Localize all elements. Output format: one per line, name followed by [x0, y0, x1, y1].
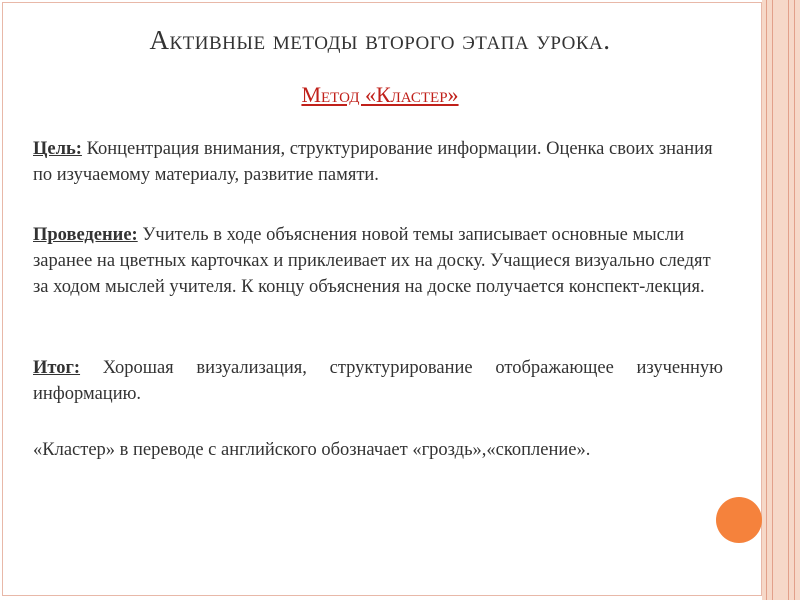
- decorative-circle: [716, 497, 762, 543]
- goal-label: Цель:: [33, 139, 82, 159]
- decorative-line: [788, 0, 789, 600]
- decorative-line: [766, 0, 767, 600]
- conduct-paragraph: [33, 222, 723, 300]
- result-text: Хорошая визуализация, структурирование отображающее изученную информацию.: [33, 358, 723, 404]
- decorative-line: [794, 0, 795, 600]
- note-paragraph: «Кластер» в переводе с английского обозначает «гроздь»,«скопление».: [33, 440, 591, 460]
- slide-title: Активные методы второго этапа урока.: [149, 25, 611, 55]
- goal-text: Концентрация внимания, структурирование информации. Оценка своих знания по изучаемому материалу, развитие памяти.: [33, 139, 713, 185]
- result-label: Итог:: [33, 358, 81, 378]
- result-paragraph: [33, 355, 723, 407]
- goal-paragraph: [33, 136, 723, 188]
- decorative-line: [772, 0, 773, 600]
- conduct-text: Учитель в ходе объяснения новой темы записывает основные мысли заранее на цветных карточках и приклеивает их на доску. Учащиеся визуально следят за ходом мыслей учителя. К концу объяснения на доске получается конспект-лекция.: [33, 225, 711, 297]
- slide-subtitle: Метод «Кластер»: [301, 82, 459, 107]
- conduct-label: Проведение:: [33, 225, 138, 245]
